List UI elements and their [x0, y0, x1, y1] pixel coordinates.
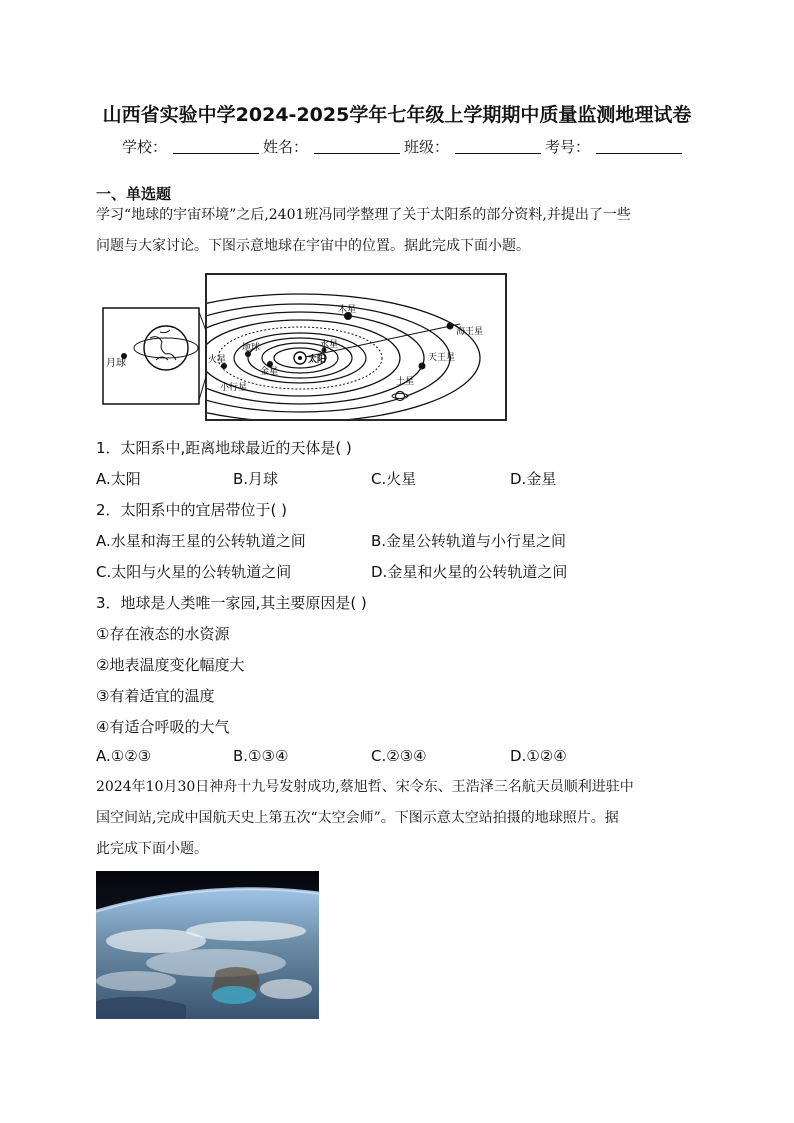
- moon-label: 月球: [106, 358, 126, 369]
- number-label: 考号：: [545, 138, 591, 156]
- school-label: 学校：: [122, 138, 168, 156]
- earth-photo-from-space-station: [96, 871, 319, 1019]
- intro-paragraph-2: [96, 772, 704, 865]
- q2-option-c[interactable]: C.太阳与火星的公转轨道之间: [96, 563, 292, 581]
- intro1-line2: 问题与大家讨论。下图示意地球在宇宙中的位置。据此完成下面小题。: [96, 238, 530, 254]
- intro2-line2: 国空间站,完成中国航天史上第五次“太空会师”。下图示意太空站拍摄的地球照片。据: [96, 810, 619, 826]
- saturn-label: 土星: [396, 377, 415, 387]
- q2-option-a[interactable]: A.水星和海王星的公转轨道之间: [96, 532, 306, 550]
- sun-label: 太阳: [308, 355, 327, 365]
- student-info-line: [122, 136, 686, 157]
- q3-item-2: ②地表温度变化幅度大: [96, 656, 245, 674]
- mercury-label: 水星: [320, 340, 339, 350]
- q1-option-b[interactable]: B.月球: [233, 470, 279, 488]
- q1-option-d[interactable]: D.金星: [510, 470, 557, 488]
- question-1-stem: 1．太阳系中,距离地球最近的天体是( ): [96, 439, 352, 457]
- name-label: 姓名：: [263, 138, 309, 156]
- q3-item-4: ④有适合呼吸的大气: [96, 718, 230, 736]
- section-heading: 一、单选题: [96, 185, 172, 203]
- question-2-stem: 2．太阳系中的宜居带位于( ): [96, 501, 288, 519]
- venus-label: 金星: [260, 367, 279, 377]
- mars-label: 火星: [208, 355, 227, 365]
- q3-option-b[interactable]: B.①③④: [233, 747, 289, 765]
- class-blank[interactable]: [455, 138, 541, 154]
- number-blank[interactable]: [596, 138, 682, 154]
- q3-item-3: ③有着适宜的温度: [96, 687, 215, 705]
- neptune-label: 海王星: [456, 327, 484, 337]
- asteroid-label: 小行星: [220, 383, 248, 393]
- q2-option-b[interactable]: B.金星公转轨道与小行星之间: [371, 532, 567, 550]
- question-3-stem: 3．地球是人类唯一家园,其主要原因是( ): [96, 594, 367, 612]
- intro1-line1: 学习“地球的宇宙环境”之后,2401班冯同学整理了关于太阳系的部分资料,并提出了一些: [96, 207, 631, 223]
- q1-option-a[interactable]: A.太阳: [96, 470, 141, 488]
- q3-item-1: ①存在液态的水资源: [96, 625, 230, 643]
- class-label: 班级：: [404, 138, 450, 156]
- page-title: 山西省实验中学2024-2025学年七年级上学期期中质量监测地理试卷: [102, 104, 692, 126]
- q3-option-c[interactable]: C.②③④: [371, 747, 427, 765]
- earth-label: 地球: [242, 343, 261, 353]
- jupiter-label: 木星: [338, 305, 357, 315]
- intro2-line1: 2024年10月30日神舟十九号发射成功,蔡旭哲、宋令东、王浩泽三名航天员顺利进驻中: [96, 779, 634, 795]
- q3-option-a[interactable]: A.①②③: [96, 747, 152, 765]
- intro-paragraph-1: [96, 200, 704, 262]
- q1-option-c[interactable]: C.火星: [371, 470, 417, 488]
- uranus-label: 天王星: [428, 353, 456, 363]
- solar-system-figure: [100, 272, 510, 424]
- intro2-line3: 此完成下面小题。: [96, 841, 208, 857]
- q3-option-d[interactable]: D.①②④: [510, 747, 567, 765]
- name-blank[interactable]: [314, 138, 400, 154]
- q2-option-d[interactable]: D.金星和火星的公转轨道之间: [371, 563, 568, 581]
- school-blank[interactable]: [173, 138, 259, 154]
